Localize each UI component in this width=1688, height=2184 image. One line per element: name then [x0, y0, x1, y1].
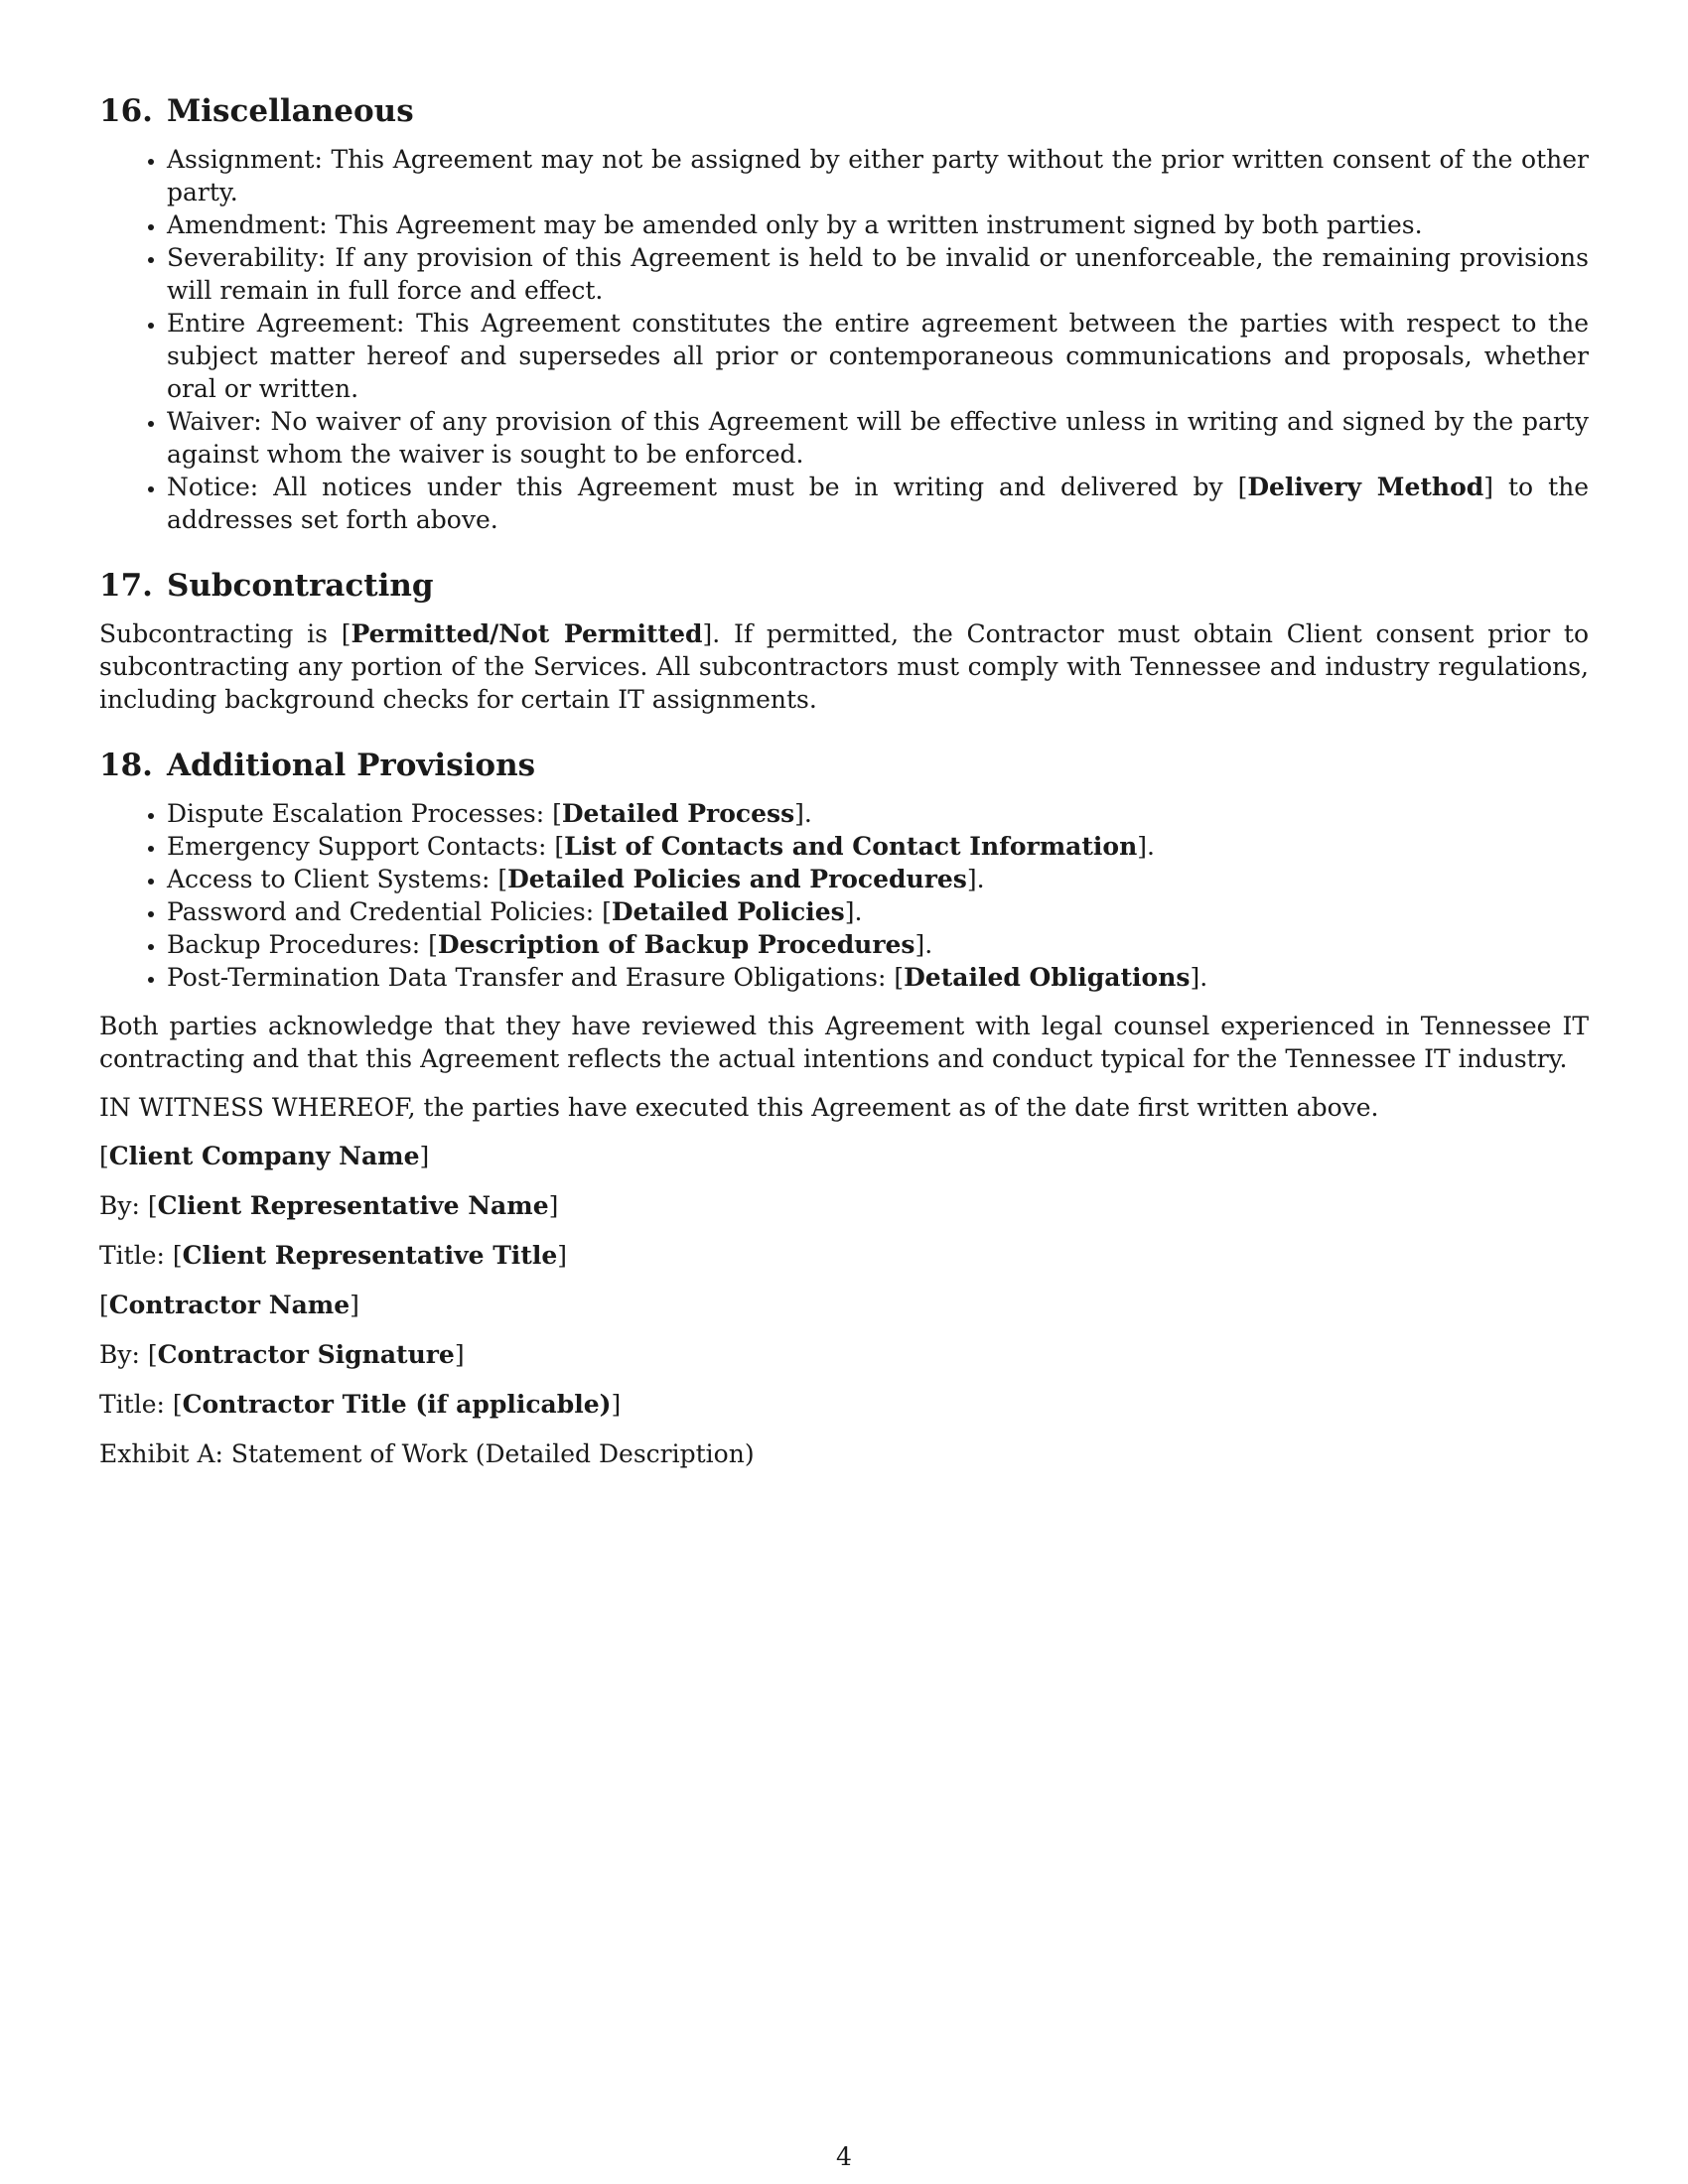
exhibit-line: Exhibit A: Statement of Work (Detailed Description) [99, 1439, 755, 1468]
contractor-name-line: [Contractor Name] [99, 1291, 359, 1319]
placeholder-delivery-method: Delivery Method [1247, 473, 1484, 501]
paragraph-text: . If permitted, the Contractor must obtain Client consent prior to subcontracting any portion of the Services. All subcontractors must comply with Tennessee and industry regulations, including background checks for certain IT assignments. [99, 619, 1590, 714]
placeholder-client-rep-title: Client Representative Title [182, 1241, 558, 1270]
placeholder-contractor-name: Contractor Name [108, 1291, 351, 1319]
section-additional-provisions [99, 746, 1589, 1470]
section-title: Subcontracting [166, 568, 434, 604]
section-heading [99, 91, 1589, 131]
client-title-line: Title: [Client Representative Title] [99, 1241, 568, 1270]
by-label: By: [99, 1340, 148, 1369]
title-label: Title: [99, 1241, 173, 1270]
list-item: • Emergency Support Contacts: [List of Contacts and Contact Information]. [167, 830, 1589, 863]
section-number: 16. [99, 93, 153, 129]
list-item: • Amendment: This Agreement may be amended only by a written instrument signed by both parties. [167, 208, 1589, 241]
item-label: Password and Credential Policies: [167, 897, 603, 926]
section-heading [99, 746, 1589, 785]
contractor-title-line: Title: [Contractor Title (if applicable)] [99, 1390, 622, 1419]
placeholder: Detailed Policies [611, 897, 845, 926]
section-subcontracting [99, 566, 1589, 716]
placeholder-client-rep-name: Client Representative Name [157, 1191, 549, 1220]
list-item: • Entire Agreement: This Agreement constitutes the entire agreement between the parties with respect to the subject matter hereof and supersedes all prior or contemporaneous communications and proposals, whether oral or written. [167, 307, 1589, 405]
client-by-line: By: [Client Representative Name] [99, 1191, 559, 1220]
placeholder-permitted: Permitted/Not Permitted [351, 619, 703, 648]
item-label: Emergency Support Contacts: [167, 832, 555, 861]
list-item: • Severability: If any provision of this Agreement is held to be invalid or unenforceable, the remaining provisions will remain in full force and effect. [167, 241, 1589, 307]
by-label: By: [99, 1191, 148, 1220]
item-label: Backup Procedures: [167, 930, 429, 959]
placeholder-contractor-title: Contractor Title (if applicable) [182, 1390, 612, 1419]
section-miscellaneous [99, 91, 1589, 536]
placeholder: Description of Backup Procedures [437, 930, 915, 959]
placeholder: Detailed Process [561, 799, 795, 828]
placeholder-client-company: Client Company Name [108, 1142, 420, 1170]
section-title: Additional Provisions [166, 748, 536, 783]
section-title: Miscellaneous [166, 93, 414, 129]
paragraph: Subcontracting is [Permitted/Not Permitted]. If permitted, the Contractor must obtain Client consent prior to subcontracting any portion of the Services. All subcontractors must comply with Tennessee and industry regulations, including background checks for certain IT assignments. [99, 619, 1590, 714]
document-page [99, 91, 1589, 1500]
client-company-line: [Client Company Name] [99, 1142, 430, 1170]
list-item: • Dispute Escalation Processes: [Detailed Process]. [167, 797, 1589, 830]
paragraph-text: Subcontracting is [99, 619, 342, 648]
additional-list [99, 797, 1589, 994]
title-label: Title: [99, 1390, 173, 1419]
item-label: Post-Termination Data Transfer and Erasure Obligations: [167, 963, 895, 992]
page-number: 4 [836, 2142, 852, 2171]
placeholder: List of Contacts and Contact Information [564, 832, 1138, 861]
placeholder: Detailed Policies and Procedures [507, 865, 967, 893]
section-number: 17. [99, 568, 153, 604]
section-heading [99, 566, 1589, 606]
list-item: • Waiver: No waiver of any provision of this Agreement will be effective unless in writing and signed by the party against whom the waiver is sought to be enforced. [167, 405, 1589, 471]
placeholder: Detailed Obligations [904, 963, 1191, 992]
list-item: • Notice: All notices under this Agreement must be in writing and delivered by [Delivery Method] to the addresses set forth above. [167, 471, 1589, 536]
placeholder-contractor-signature: Contractor Signature [157, 1340, 455, 1369]
misc-list [99, 143, 1589, 536]
item-label: Dispute Escalation Processes: [167, 799, 553, 828]
list-item: • Post-Termination Data Transfer and Erasure Obligations: [Detailed Obligations]. [167, 961, 1589, 994]
list-item: • Backup Procedures: [Description of Backup Procedures]. [167, 928, 1589, 961]
list-item: • Assignment: This Agreement may not be assigned by either party without the prior written consent of the other party. [167, 143, 1589, 208]
contractor-by-line: By: [Contractor Signature] [99, 1340, 465, 1369]
witness-paragraph: IN WITNESS WHEREOF, the parties have executed this Agreement as of the date first written above. [99, 1093, 1379, 1122]
acknowledgement-paragraph: Both parties acknowledge that they have reviewed this Agreement with legal counsel experienced in Tennessee IT contracting and that this Agreement reflects the actual intentions and conduct typical for the Tennessee IT industry. [99, 1012, 1589, 1073]
notice-text: to the addresses set forth above. [167, 473, 1590, 534]
notice-text: Notice: All notices under this Agreement must be in writing and delivered by [167, 473, 1238, 501]
signature-block [99, 1140, 1589, 1470]
list-item: • Password and Credential Policies: [Detailed Policies]. [167, 895, 1589, 928]
section-number: 18. [99, 748, 153, 783]
item-label: Access to Client Systems: [167, 865, 498, 893]
list-item: • Access to Client Systems: [Detailed Policies and Procedures]. [167, 863, 1589, 895]
